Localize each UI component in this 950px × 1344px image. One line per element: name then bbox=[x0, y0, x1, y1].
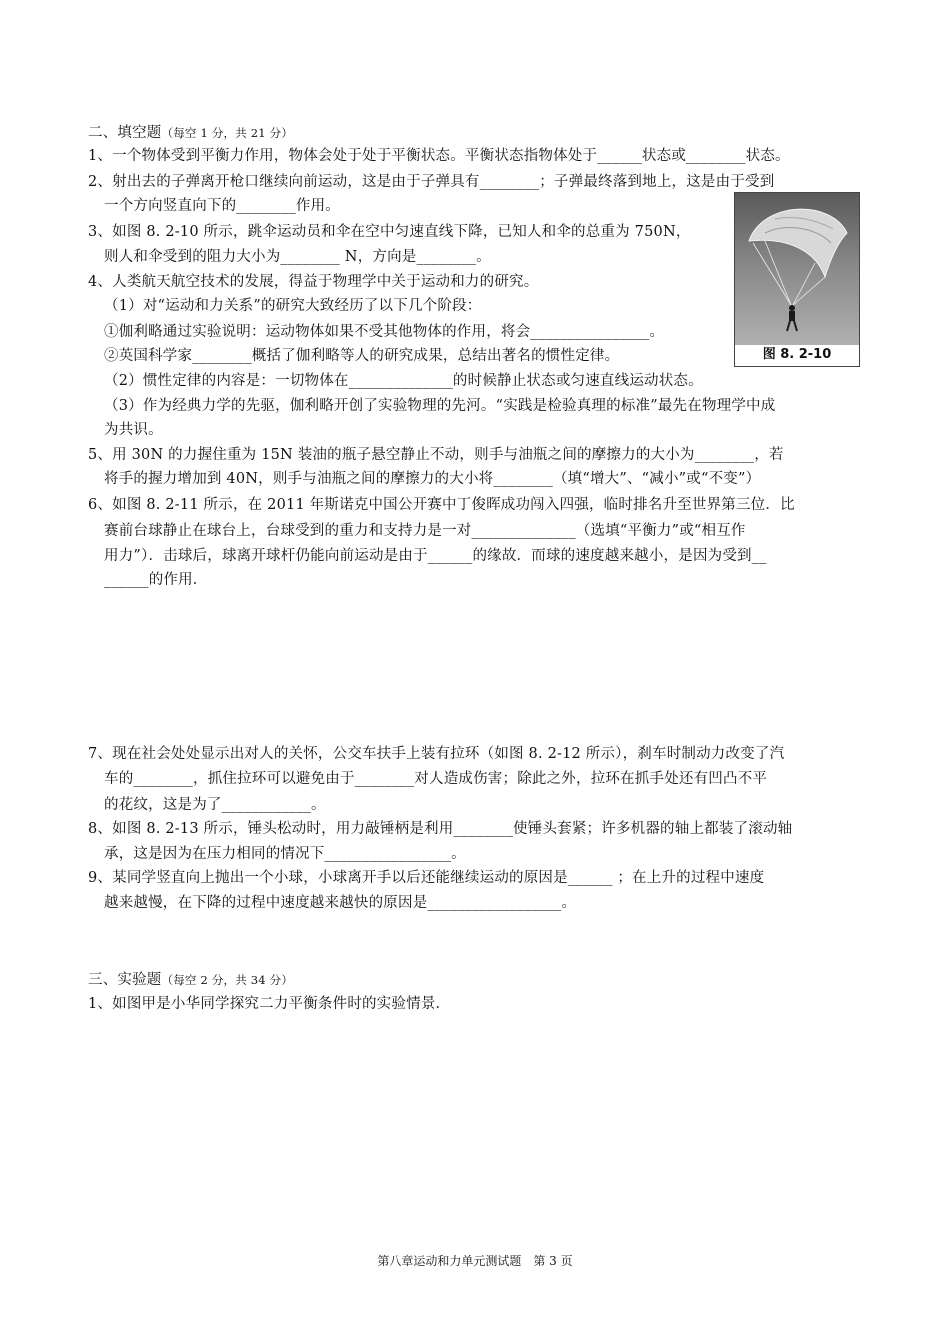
question-5: 5、用 30N 的力握住重为 15N 装油的瓶子悬空静止不动，则手与油瓶之间的摩擦力的大小为________，若 bbox=[88, 447, 784, 463]
question-4-part-1: （1）对“运动和力关系”的研究大致经历了以下几个阶段： bbox=[104, 298, 482, 314]
question-5-cont: 将手的握力增加到 40N，则手与油瓶之间的摩擦力的大小将________（填“增大”、“减小”或“不变”） bbox=[104, 471, 761, 487]
experiment-question-1: 1、如图甲是小华同学探究二力平衡条件时的实验情景． bbox=[88, 996, 451, 1012]
question-6-cont-3: ______的作用． bbox=[104, 572, 208, 588]
section-2-title: 二、填空题 bbox=[88, 125, 162, 141]
question-4-item-b: ②英国科学家________概括了伽利略等人的研究成果，总结出著名的惯性定律。 bbox=[104, 348, 620, 364]
question-9: 9、某同学竖直向上抛出一个小球，小球离开手以后还能继续运动的原因是______ ；在上升的过程中速度 bbox=[88, 870, 765, 886]
section-3-title: 三、实验题 bbox=[88, 972, 162, 988]
question-3: 3、如图 8. 2-10 所示，跳伞运动员和伞在空中匀速直线下降，已知人和伞的总重为 750N， bbox=[88, 224, 691, 240]
question-7-cont-1: 车的________，抓住拉环可以避免由于________对人造成伤害；除此之外，拉环在抓手处还有凹凸不平 bbox=[104, 771, 768, 787]
question-4-part-3-cont: 为共识。 bbox=[104, 422, 163, 438]
figure-8-2-10 bbox=[734, 192, 860, 367]
question-9-cont: 越来越慢，在下降的过程中速度越来越快的原因是__________________。 bbox=[104, 895, 577, 911]
question-4-part-2: （2）惯性定律的内容是：一切物体在______________的时候静止状态或匀速直线运动状态。 bbox=[104, 373, 703, 389]
question-4-part-3: （3）作为经典力学的先驱，伽利略开创了实验物理的先河。“实践是检验真理的标准”最先在物理学中成 bbox=[104, 398, 776, 414]
question-1: 1、一个物体受到平衡力作用，物体会处于处于平衡状态。平衡状态指物体处于______状态或________状态。 bbox=[88, 148, 790, 164]
question-6-cont-2: 用力”）．击球后，球离开球杆仍能向前运动是由于______的缘故．而球的速度越来越小，是因为受到__ bbox=[104, 548, 767, 564]
section-2-note: （每空 1 分，共 21 分） bbox=[161, 126, 294, 140]
question-6: 6、如图 8. 2-11 所示，在 2011 年斯诺克中国公开赛中丁俊晖成功闯入四强，临时排名升至世界第三位．比 bbox=[88, 497, 795, 513]
section-2-heading bbox=[88, 122, 293, 144]
question-6-cont-1: 赛前台球静止在球台上，台球受到的重力和支持力是一对______________（选填“平衡力”或“相互作 bbox=[104, 523, 746, 539]
section-3-heading bbox=[88, 969, 293, 991]
question-3-cont: 则人和伞受到的阻力大小为________ N，方向是________。 bbox=[104, 249, 491, 265]
question-8: 8、如图 8. 2-13 所示，锤头松动时，用力敲锤柄是利用________使锤头套紧；许多机器的轴上都装了滚动轴 bbox=[88, 821, 793, 837]
section-3-note: （每空 2 分，共 34 分） bbox=[161, 973, 294, 987]
question-7-cont-2: 的花纹，这是为了____________。 bbox=[104, 797, 326, 813]
figure-caption: 图 8. 2-10 bbox=[735, 346, 859, 364]
parachute-icon bbox=[735, 193, 859, 345]
question-7: 7、现在社会处处显示出对人的关怀，公交车扶手上装有拉环（如图 8. 2-12 所示），刹车时制动力改变了汽 bbox=[88, 746, 785, 762]
question-4: 4、人类航天航空技术的发展，得益于物理学中关于运动和力的研究。 bbox=[88, 274, 539, 290]
page-footer: 第八章运动和力单元测试题 第 3 页 bbox=[377, 1254, 573, 1268]
question-2: 2、射出去的子弹离开枪口继续向前运动，这是由于子弹具有________；子弹最终落到地上，这是由于受到 bbox=[88, 174, 775, 190]
question-4-item-a: ①伽利略通过实验说明：运动物体如果不受其他物体的作用，将会________________。 bbox=[104, 324, 665, 340]
question-2-cont: 一个方向竖直向下的________作用。 bbox=[104, 198, 340, 214]
question-8-cont: 承，这是因为在压力相同的情况下_________________。 bbox=[104, 846, 466, 862]
